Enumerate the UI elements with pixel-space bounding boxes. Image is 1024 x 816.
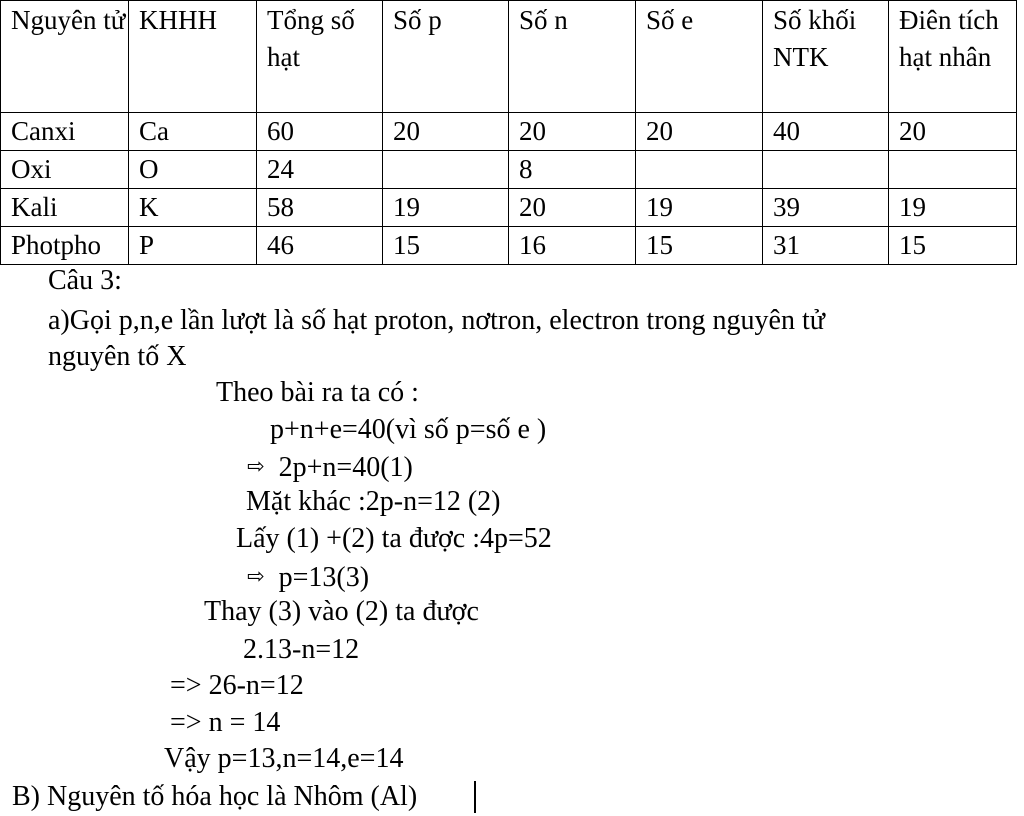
table-row	[1, 151, 1017, 189]
header-cell: Tổng số hạt	[257, 1, 383, 113]
table-cell: 20	[509, 189, 636, 227]
table-cell: 58	[257, 189, 383, 227]
table-cell: 60	[257, 113, 383, 151]
equation-line: => n = 14	[170, 707, 281, 738]
table-row	[1, 189, 1017, 227]
equation-text: p=13(3)	[278, 562, 370, 593]
table-cell: Oxi	[1, 151, 129, 189]
table-cell: 15	[889, 227, 1017, 265]
implies-arrow-icon: ⇨	[247, 564, 265, 588]
header-cell: Số p	[383, 1, 509, 113]
table-cell	[636, 151, 763, 189]
part-b-answer[interactable]: B) Nguyên tố hóa học là Nhôm (Al)	[12, 781, 418, 812]
table-cell: 46	[257, 227, 383, 265]
table-cell: O	[129, 151, 257, 189]
header-cell: Số e	[636, 1, 763, 113]
table-cell: 20	[889, 113, 1017, 151]
table-cell: 15	[636, 227, 763, 265]
table-header-row	[1, 1, 1017, 113]
table-cell: 15	[383, 227, 509, 265]
text-cursor	[474, 781, 476, 813]
table-cell: Canxi	[1, 113, 129, 151]
part-a-statement: a)Gọi p,n,e lần lượt là số hạt proton, nơtron, electron trong nguyên tử	[48, 305, 825, 336]
equation-line: => 26-n=12	[170, 670, 304, 701]
header-cell: Nguyên tử	[1, 1, 129, 113]
header-cell: KHHH	[129, 1, 257, 113]
header-cell: Số n	[509, 1, 636, 113]
equation-line	[247, 558, 369, 596]
equation-line: Lấy (1) +(2) ta được :4p=52	[236, 523, 552, 554]
equation-text: 2p+n=40(1)	[278, 452, 413, 483]
element-table	[0, 0, 1017, 265]
table-cell: Kali	[1, 189, 129, 227]
table-cell: 20	[383, 113, 509, 151]
equation-line: p+n+e=40(vì số p=số e )	[270, 414, 547, 445]
equation-line	[247, 448, 413, 486]
table-cell: 16	[509, 227, 636, 265]
table-cell	[889, 151, 1017, 189]
solution-step: Thay (3) vào (2) ta được	[204, 596, 479, 627]
table-row	[1, 227, 1017, 265]
equation-line: 2.13-n=12	[243, 634, 360, 665]
table-cell: 8	[509, 151, 636, 189]
header-cell: Số khối NTK	[763, 1, 889, 113]
equation-line: Mặt khác :2p-n=12 (2)	[246, 486, 501, 517]
table-cell: 19	[636, 189, 763, 227]
solution-step: Theo bài ra ta có :	[216, 377, 419, 408]
table-cell: P	[129, 227, 257, 265]
table-cell: K	[129, 189, 257, 227]
table-cell: 19	[383, 189, 509, 227]
conclusion-line: Vậy p=13,n=14,e=14	[164, 743, 404, 774]
header-cell: Điên tích hạt nhân	[889, 1, 1017, 113]
implies-arrow-icon: ⇨	[247, 454, 265, 478]
table-cell: 40	[763, 113, 889, 151]
table-cell: 20	[636, 113, 763, 151]
table-row	[1, 113, 1017, 151]
table-cell: 20	[509, 113, 636, 151]
table-cell: 39	[763, 189, 889, 227]
table-cell: 31	[763, 227, 889, 265]
table-cell	[763, 151, 889, 189]
table-cell: Ca	[129, 113, 257, 151]
question-heading: Câu 3:	[48, 265, 122, 296]
table-cell: Photpho	[1, 227, 129, 265]
part-a-statement-continued: nguyên tố X	[48, 341, 187, 372]
table-cell: 24	[257, 151, 383, 189]
table-cell	[383, 151, 509, 189]
table-cell: 19	[889, 189, 1017, 227]
